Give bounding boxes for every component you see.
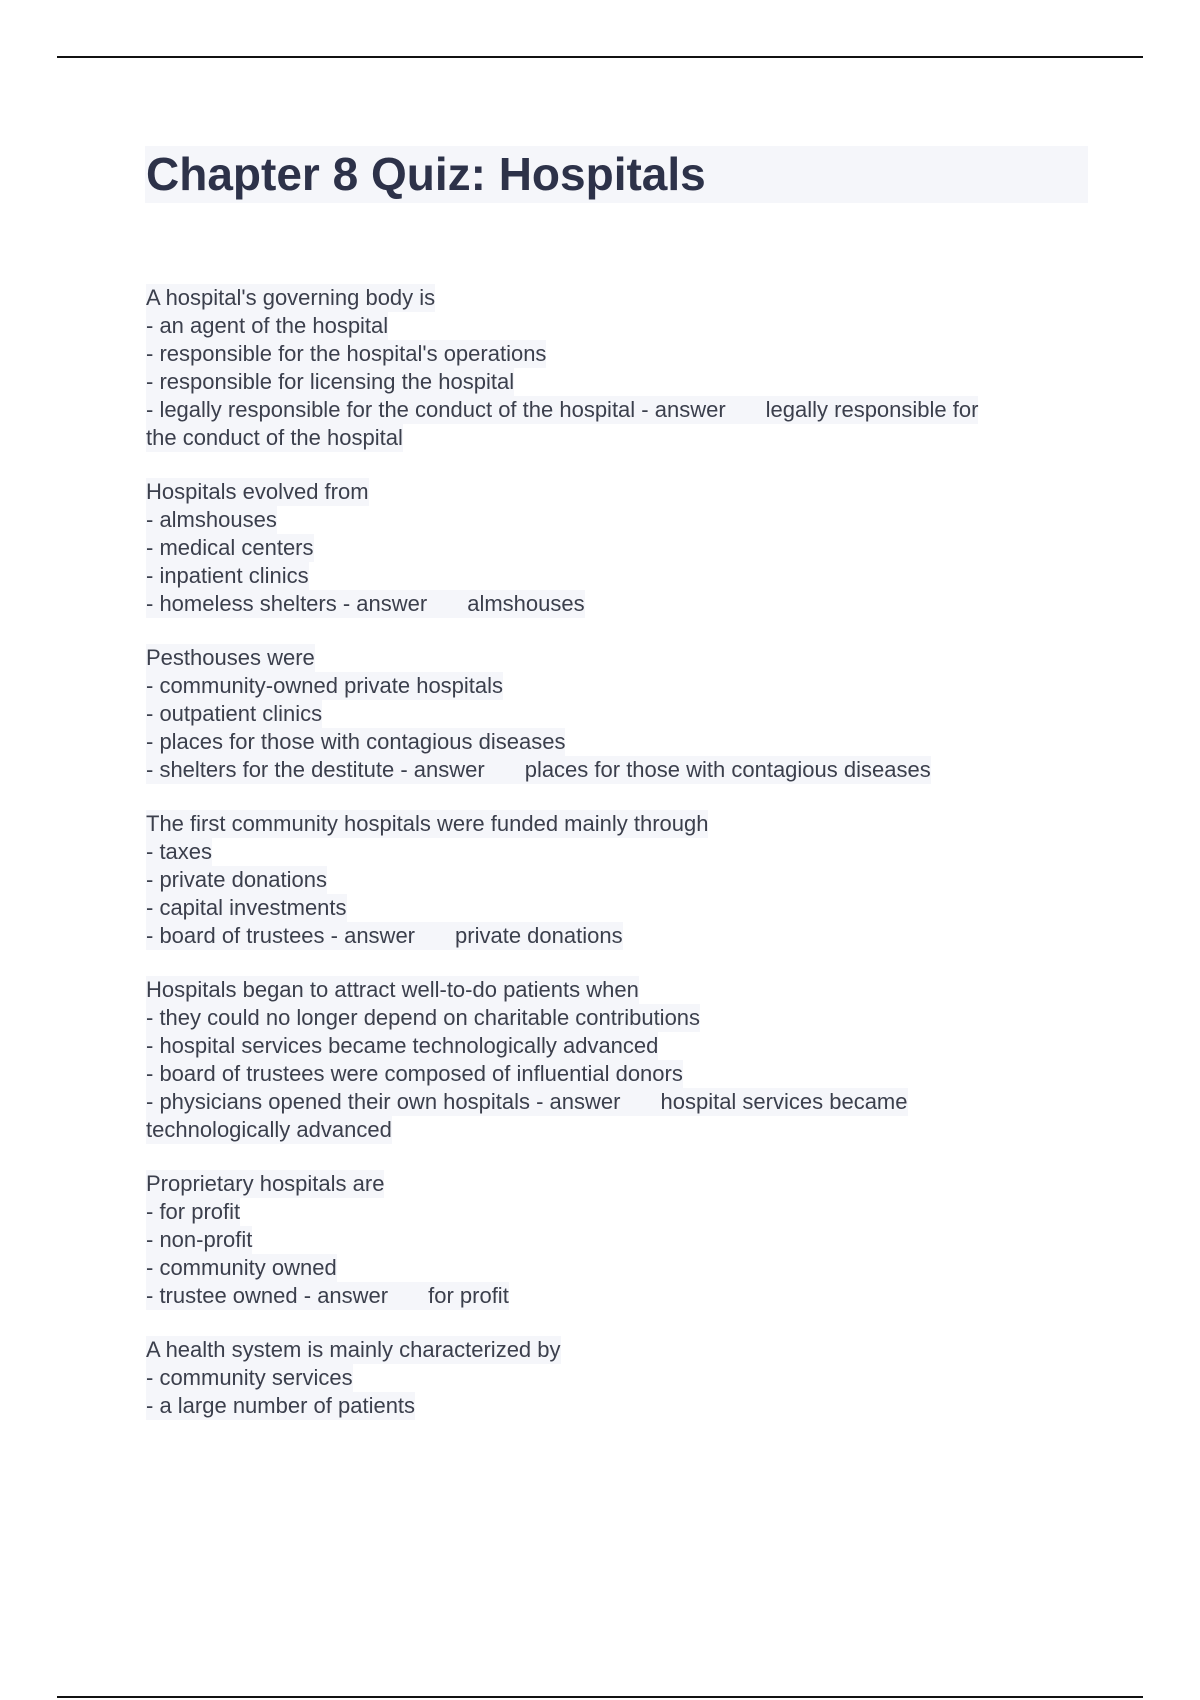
answer-line [146,1282,509,1310]
answer-option: - trustee owned - answer [146,1283,389,1308]
answer-option: - taxes [146,839,213,864]
answer-option: - they could no longer depend on charitable contributions [146,1005,701,1030]
question-stem: A health system is mainly characterized by [146,1337,561,1362]
question-stem: Proprietary hospitals are [146,1171,385,1196]
question-stem: Hospitals evolved from [146,479,369,504]
answer-line [146,1088,908,1116]
correct-answer: private donations [455,923,623,948]
question-stem: Hospitals began to attract well-to-do patients when [146,977,639,1002]
question-block [146,810,1086,950]
answer-option: - non-profit [146,1227,253,1252]
answer-option: - physicians opened their own hospitals - answer [146,1089,621,1114]
answer-option: - almshouses [146,507,277,532]
correct-answer: almshouses [467,591,585,616]
answer-option: - community owned [146,1255,337,1280]
correct-answer-continued: technologically advanced [146,1117,392,1142]
answer-line [146,396,978,424]
question-stem: The first community hospitals were funded mainly through [146,811,709,836]
answer-line [146,590,585,618]
answer-option: - responsible for licensing the hospital [146,369,515,394]
bottom-rule [57,1696,1143,1698]
correct-answer: hospital services became [660,1089,908,1114]
page-title: Chapter 8 Quiz: Hospitals [146,148,706,200]
answer-option: - hospital services became technologically advanced [146,1033,659,1058]
answer-option: - board of trustees - answer [146,923,416,948]
question-block [146,1170,1086,1310]
answer-option: - community services [146,1365,353,1390]
question-block [146,284,1086,452]
correct-answer: places for those with contagious diseases [524,757,931,782]
correct-answer: legally responsible for [765,397,979,422]
correct-answer: for profit [428,1283,509,1308]
answer-option: - board of trustees were composed of influential donors [146,1061,683,1086]
question-stem: Pesthouses were [146,645,315,670]
top-rule [57,56,1143,58]
answer-line [146,922,623,950]
question-block [146,644,1086,784]
answer-option: - medical centers [146,535,314,560]
answer-option: - responsible for the hospital's operations [146,341,547,366]
answer-option: - a large number of patients [146,1393,416,1418]
correct-answer-continued: the conduct of the hospital [146,425,403,450]
answer-option: - outpatient clinics [146,701,323,726]
answer-option: - legally responsible for the conduct of the hospital - answer [146,397,726,422]
answer-option: - places for those with contagious diseases [146,729,566,754]
question-block [146,478,1086,618]
answer-line [146,756,931,784]
answer-option: - inpatient clinics [146,563,309,588]
answer-option: - community-owned private hospitals [146,673,504,698]
answer-option: - an agent of the hospital [146,313,389,338]
answer-option: - private donations [146,867,327,892]
question-block [146,1336,1086,1420]
answer-option: - for profit [146,1199,241,1224]
question-stem: A hospital's governing body is [146,285,436,310]
answer-option: - homeless shelters - answer [146,591,428,616]
quiz-content [146,284,1086,1446]
answer-option: - capital investments [146,895,347,920]
question-block [146,976,1086,1144]
answer-option: - shelters for the destitute - answer [146,757,485,782]
